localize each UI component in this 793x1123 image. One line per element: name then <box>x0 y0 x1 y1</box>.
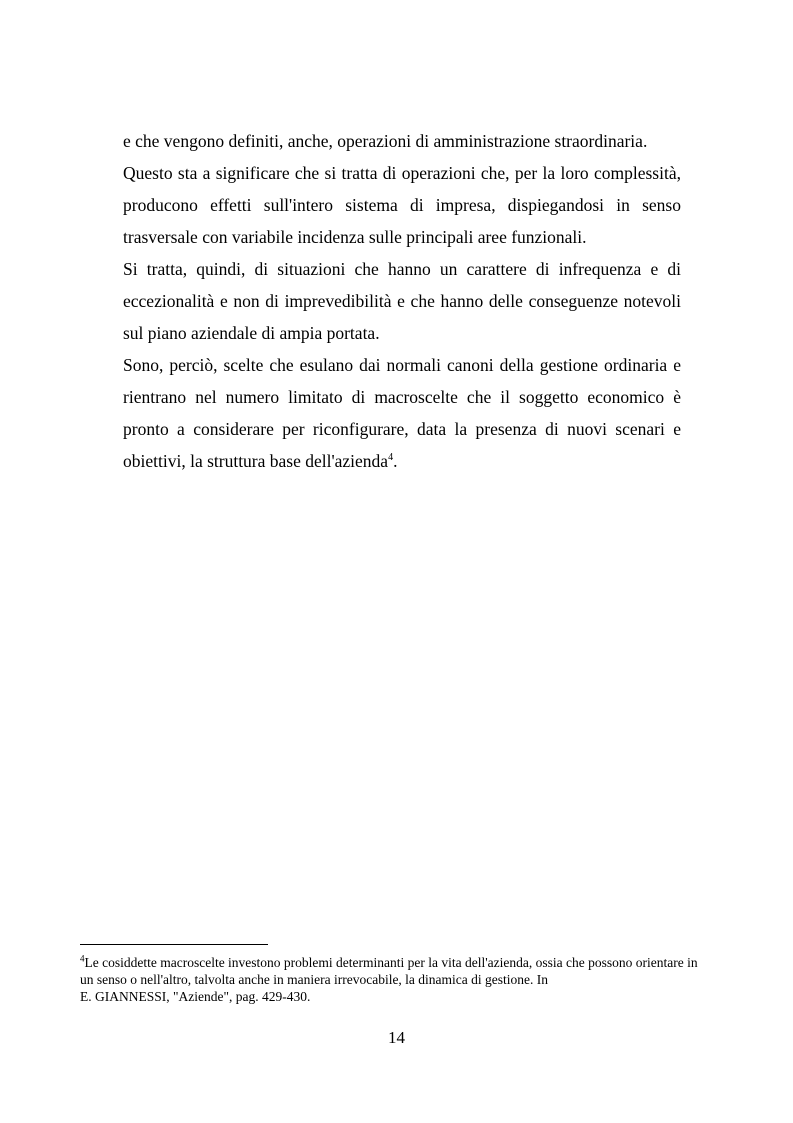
paragraph-3: Si tratta, quindi, di situazioni che hanno un carattere di infrequenza e di eccezionalità e non di imprevedibilità e che hanno delle conseguenze notevoli sul piano aziendale di ampia portata. <box>123 259 681 343</box>
footnote-separator <box>80 944 268 945</box>
footnote-number: 4 <box>80 953 85 964</box>
paragraph-2: Questo sta a significare che si tratta di operazioni che, per la loro complessità, producono effetti sull'intero sistema di impresa, dispiegandosi in senso trasversale con variabile incidenza sulle principali aree funzionali. <box>123 163 681 247</box>
footnote-text <box>80 954 705 988</box>
page-number: 14 <box>388 1028 405 1047</box>
footnote-body: Le cosiddette macroscelte investono problemi determinanti per la vita dell'azienda, ossia che possono orientare in un senso o nell'altro, talvolta anche in maniera irrevocabile, la dinamica di gestione. In <box>80 955 698 987</box>
paragraph-1: e che vengono definiti, anche, operazioni di amministrazione straordinaria. <box>123 131 648 151</box>
footnote-reference[interactable]: 4 <box>388 452 394 464</box>
footnote-citation: E. GIANNESSI, "Aziende", pag. 429-430. <box>80 989 311 1004</box>
paragraph-4-end: . <box>393 451 398 471</box>
paragraph-4-text: Sono, perciò, scelte che esulano dai normali canoni della gestione ordinaria e rientrano nel numero limitato di macroscelte che il soggetto economico è pronto a considerare per riconfigurare, data la presenza di nuovi scenari e obiettivi, la struttura base dell'azienda <box>123 355 681 471</box>
paragraph-4 <box>123 349 681 477</box>
body-text <box>123 125 681 477</box>
footnote <box>80 954 705 1005</box>
